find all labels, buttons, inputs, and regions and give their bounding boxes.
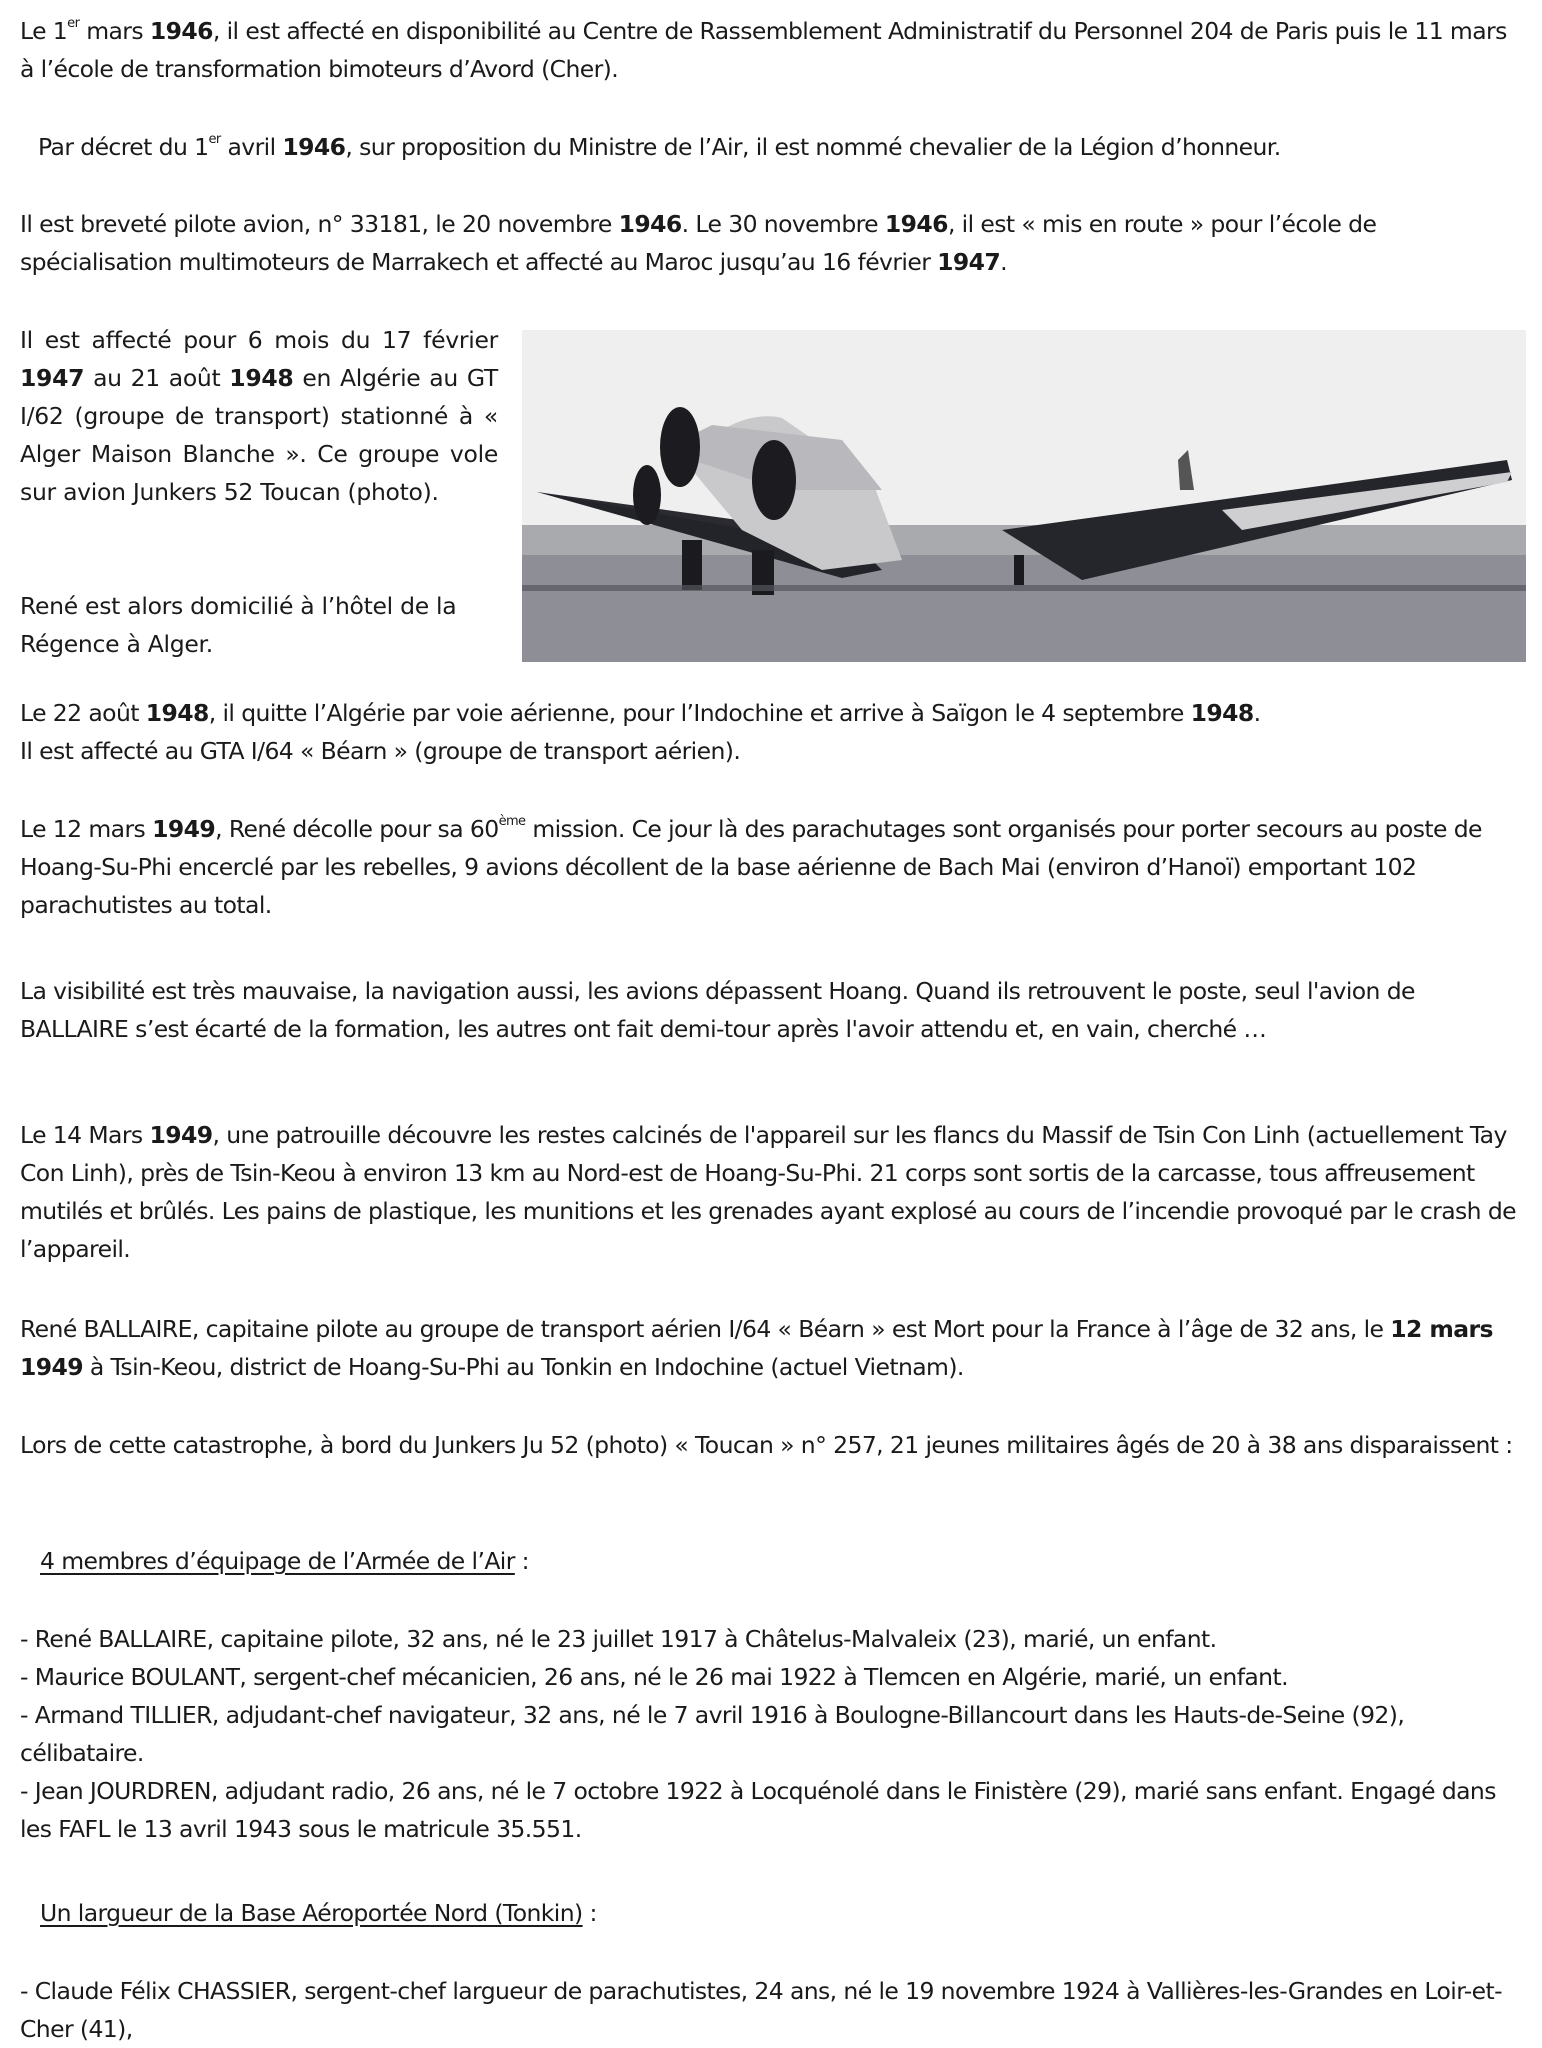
text: , sur proposition du Ministre de l’Air, il est nommé chevalier de la Légion d’honneur. — [345, 133, 1281, 161]
underlined-heading: 4 membres d’équipage de l’Armée de l’Air — [40, 1547, 515, 1575]
underlined-heading: Un largueur de la Base Aéroportée Nord (Tonkin) — [40, 1899, 583, 1927]
year-bold: 1946 — [149, 17, 213, 45]
date-bold: 12 mars 1949 — [20, 1315, 1493, 1381]
text: Par décret du 1 — [38, 133, 209, 161]
airplane-image — [522, 330, 1526, 662]
year-bold: 1949 — [152, 815, 216, 843]
list-item: - Jean JOURDREN, adjudant radio, 26 ans, né le 7 octobre 1922 à Locquénolé dans le Finistère (29), marié sans enfant. Engagé dans les FAFL le 13 avril 1943 sous le matricule 35.551. — [20, 1777, 1496, 1843]
text: . Le 30 novembre — [681, 210, 885, 238]
year-bold: 1948 — [229, 364, 294, 392]
text: Le 14 Mars — [20, 1121, 150, 1149]
year-bold: 1947 — [20, 364, 85, 392]
list-item: - René BALLAIRE, capitaine pilote, 32 ans, né le 23 juillet 1917 à Châtelus-Malvaleix (23), marié, un enfant. — [20, 1625, 1217, 1653]
section-heading-largueur — [40, 1894, 1540, 1932]
list-item: - Claude Félix CHASSIER, sergent-chef largueur de parachutistes, 24 ans, né le 19 novembre 1924 à Vallières-les-Grandes en Loir-et-Cher (41), — [20, 1977, 1502, 2043]
text: . — [1253, 699, 1261, 727]
text: René BALLAIRE, capitaine pilote au groupe de transport aérien I/64 « Béarn » est Mort pour la France à l’âge de 32 ans, le — [20, 1315, 1391, 1343]
paragraph-algerie-affectation — [20, 321, 498, 511]
text: Il est breveté pilote avion, n° 33181, le 20 novembre — [20, 210, 619, 238]
largueur-list — [20, 1972, 1520, 2048]
list-item: - Maurice BOULANT, sergent-chef mécanicien, 26 ans, né le 26 mai 1922 à Tlemcen en Algérie, marié, un enfant. — [20, 1663, 1288, 1691]
text: Le 22 août — [20, 699, 146, 727]
text: Il est affecté pour 6 mois du 17 février — [20, 326, 498, 354]
text: , il est « mis en route » pour l’école de spécialisation multimoteurs de Marrakech et affecté au Maroc jusqu’au 16 février — [20, 210, 1377, 276]
year-bold: 1946 — [282, 133, 346, 161]
superscript: ème — [498, 814, 526, 830]
junkers-52-photo — [522, 330, 1526, 662]
paragraph-1946-disponibilite — [20, 12, 1520, 88]
year-bold: 1946 — [618, 210, 682, 238]
text: : — [582, 1899, 597, 1927]
text: Il est affecté au GTA I/64 « Béarn » (groupe de transport aérien). — [20, 737, 741, 765]
text: à Tsin-Keou, district de Hoang-Su-Phi au Tonkin en Indochine (actuel Vietnam). — [83, 1353, 964, 1381]
text: , une patrouille découvre les restes calcinés de l'appareil sur les flancs du Massif de Tsin Con Linh (actuellement Tay Con Linh), près de Tsin-Keou à environ 13 km au Nord-est de Hoang-Su-Phi. 21 corps sont sortis de la carcasse, tous affreusement mutilés et brûlés. Les pains de plastique, les munitions et les grenades ayant explosé au cours de l’incendie provoqué par le crash de l’appareil. — [20, 1121, 1517, 1263]
paragraph-mort-pour-la-france — [20, 1310, 1520, 1386]
text: , il quitte l’Algérie par voie aérienne, pour l’Indochine et arrive à Saïgon le 4 septembre — [208, 699, 1191, 727]
list-item: - Armand TILLIER, adjudant-chef navigateur, 32 ans, né le 7 avril 1916 à Boulogne-Billancourt dans les Hauts-de-Seine (92), célibataire. — [20, 1701, 1405, 1767]
text: . — [1000, 248, 1008, 276]
year-bold: 1946 — [884, 210, 948, 238]
year-bold: 1947 — [937, 248, 1001, 276]
paragraph-catastrophe: Lors de cette catastrophe, à bord du Junkers Ju 52 (photo) « Toucan » n° 257, 21 jeunes militaires âgés de 20 à 38 ans disparaissent : — [20, 1431, 1513, 1459]
text: , il est affecté en disponibilité au Centre de Rassemblement Administratif du Personnel 204 de Paris puis le 11 mars à l’école de transformation bimoteurs d’Avord (Cher). — [20, 17, 1507, 83]
paragraph-visibilite: La visibilité est très mauvaise, la navigation aussi, les avions dépassent Hoang. Quand ils retrouvent le poste, seul l'avion de BALLAIRE s’est écarté de la formation, les autres ont fait demi-tour après l'avoir attendu et, en vain, cherché … — [20, 977, 1415, 1043]
crew-list — [20, 1620, 1520, 1848]
paragraph-mission-60 — [20, 810, 1520, 924]
text: en Algérie au GT I/62 (groupe de transport) stationné à « Alger Maison Blanche ». Ce groupe vole sur avion Junkers 52 Toucan (photo). — [20, 364, 498, 506]
superscript: er — [67, 16, 80, 32]
year-bold: 1948 — [145, 699, 209, 727]
paragraph-depart-indochine — [20, 694, 1520, 770]
text: Le 1 — [20, 17, 68, 45]
text: , René décolle pour sa 60 — [215, 815, 499, 843]
text: avril — [220, 133, 283, 161]
paragraph-decouverte-epave — [20, 1116, 1520, 1268]
year-bold: 1948 — [1190, 699, 1254, 727]
paragraph-brevet-pilote — [20, 205, 1520, 281]
text: : — [514, 1547, 529, 1575]
paragraph-legion-honneur — [38, 128, 1538, 166]
year-bold: 1949 — [149, 1121, 213, 1149]
text: mars — [79, 17, 150, 45]
text: au 21 août — [84, 364, 230, 392]
section-heading-equipage — [40, 1542, 1540, 1580]
paragraph-hotel-regence: René est alors domicilié à l’hôtel de la Régence à Alger. — [20, 592, 457, 658]
text: Le 12 mars — [20, 815, 153, 843]
text: mission. Ce jour là des parachutages sont organisés pour porter secours au poste de Hoang-Su-Phi encerclé par les rebelles, 9 avions décollent de la base aérienne de Bach Mai (environ d’Hanoï) emportant 102 parachutistes au total. — [20, 815, 1482, 919]
superscript: er — [208, 132, 221, 148]
